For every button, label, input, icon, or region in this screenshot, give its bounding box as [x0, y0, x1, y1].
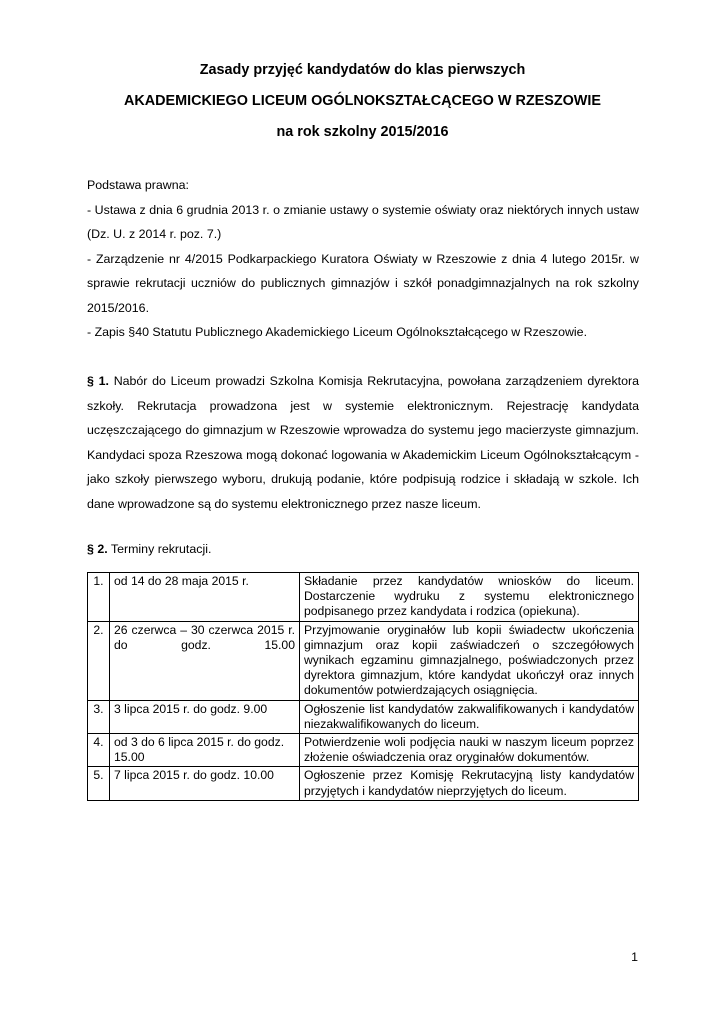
row-description: Ogłoszenie list kandydatów zakwalifikowanych i kandydatów niezakwalifikowanych do liceum. — [300, 700, 639, 733]
legal-basis-item-2: - Zarządzenie nr 4/2015 Podkarpackiego Kuratora Oświaty w Rzeszowie z dnia 4 lutego 2015r. w sprawie rekrutacji uczniów do publicznych gimnazjów i szkół ponadgimnazjalnych na rok szkolny 2015/2016. — [87, 251, 639, 315]
recruitment-schedule-table — [87, 572, 639, 801]
legal-basis-item-3: - Zapis §40 Statutu Publicznego Akademickiego Liceum Ogólnokształcącego w Rzeszowie. — [87, 325, 588, 339]
document-title — [60, 55, 665, 148]
section-1-paragraph — [87, 369, 639, 516]
row-number: 1. — [88, 573, 110, 622]
section-2-heading — [87, 537, 639, 562]
title-line-2: AKADEMICKIEGO LICEUM OGÓLNOKSZTAŁCĄCEGO W RZESZOWIE — [123, 93, 601, 109]
row-date: od 14 do 28 maja 2015 r. — [110, 573, 300, 622]
section-2-text: Terminy rekrutacji. — [110, 542, 212, 556]
title-line-3: na rok szkolny 2015/2016 — [276, 124, 449, 140]
row-date: od 3 do 6 lipca 2015 r. do godz. 15.00 — [110, 734, 300, 767]
table-row — [88, 573, 639, 622]
table-row — [88, 621, 639, 700]
table-row — [88, 767, 639, 800]
legal-basis — [87, 173, 639, 345]
row-description: Ogłoszenie przez Komisję Rekrutacyjną listy kandydatów przyjętych i kandydatów nieprzyjętych do liceum. — [300, 767, 639, 800]
row-number: 3. — [88, 700, 110, 733]
row-number: 4. — [88, 734, 110, 767]
legal-basis-item-1: - Ustawa z dnia 6 grudnia 2013 r. o zmianie ustawy o systemie oświaty oraz niektórych innych ustaw (Dz. U. z 2014 r. poz. 7.) — [87, 202, 639, 241]
row-description: Składanie przez kandydatów wniosków do liceum. Dostarczenie wydruku z systemu elektronicznego podpisanego przez kandydata i rodzica (opiekuna). — [300, 573, 639, 622]
row-date: 3 lipca 2015 r. do godz. 9.00 — [110, 700, 300, 733]
row-date: 7 lipca 2015 r. do godz. 10.00 — [110, 767, 300, 800]
section-1-text: Nabór do Liceum prowadzi Szkolna Komisja Rekrutacyjna, powołana zarządzeniem dyrektora szkoły. Rekrutacja prowadzona jest w systemie elektronicznym. Rejestrację kandydata uczęszczającego do gimnazjum w Rzeszowie wprowadza do systemu jego macierzyste gimnazjum. Kandydaci spoza Rzeszowa mogą dokonać logowania w Akademickim Liceum Ogólnokształcącym - jako szkoły pierwszego wyboru, drukują podanie, które podpisują rodzice i składają w szkole. Ich dane wprowadzone są do systemu elektronicznego przez nasze liceum. — [87, 374, 639, 511]
row-date — [110, 621, 300, 700]
table-row — [88, 734, 639, 767]
legal-basis-heading: Podstawa prawna: — [87, 178, 189, 192]
row-description: Przyjmowanie oryginałów lub kopii świadectw ukończenia gimnazjum oraz kopii zaświadczeń o szczegółowych wynikach egzaminu gimnazjalnego, poświadczonych przez dyrektora gimnazjum, które kandydat ukończył oraz innych dokumentów potwierdzających osiągnięcia. — [300, 621, 639, 700]
section-1-label: § 1. — [87, 374, 109, 388]
page-number: 1 — [631, 950, 638, 964]
section-2-label: § 2. — [87, 542, 108, 556]
title-line-1: Zasady przyjęć kandydatów do klas pierwszych — [199, 62, 526, 78]
row-description: Potwierdzenie woli podjęcia nauki w naszym liceum poprzez złożenie oświadczenia oraz oryginałów dokumentów. — [300, 734, 639, 767]
row-number: 5. — [88, 767, 110, 800]
row-date-text: 26 czerwca – 30 czerwca 2015 r. do godz. 15.00 — [114, 622, 295, 652]
row-number: 2. — [88, 621, 110, 700]
table-row — [88, 700, 639, 733]
